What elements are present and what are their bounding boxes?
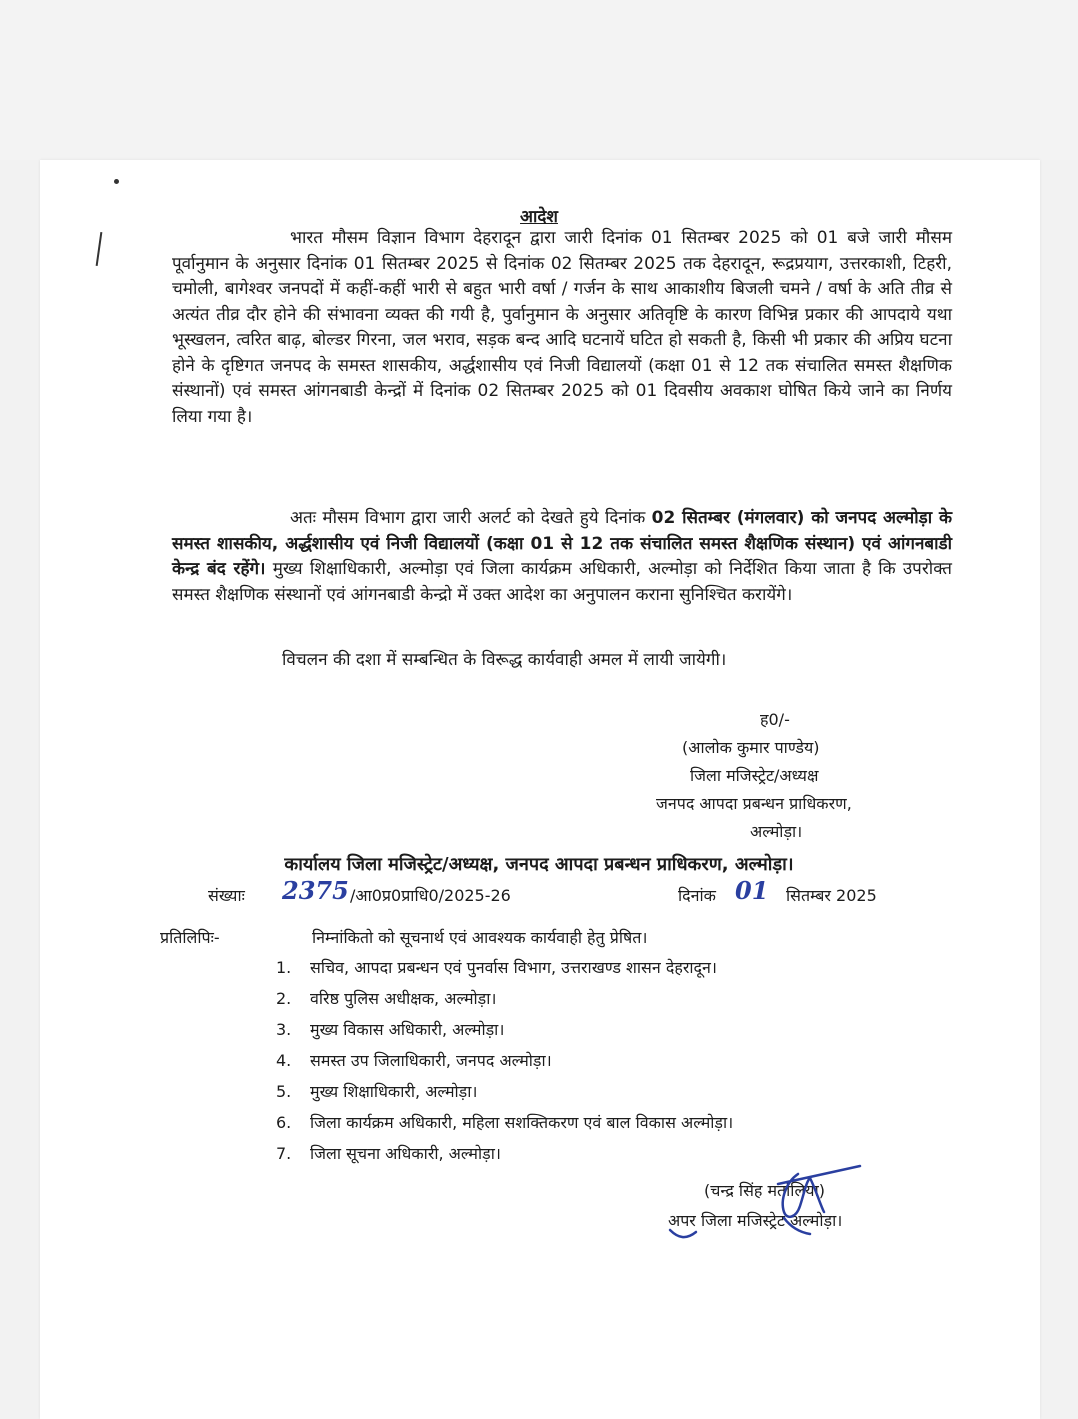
handwritten-date: 01: [735, 876, 769, 905]
list-item-text: जिला कार्यक्रम अधिकारी, महिला सशक्तिकरण एवं बाल विकास अल्मोड़ा।: [310, 1113, 734, 1132]
order-paragraph-2-start: अतः मौसम विभाग द्वारा जारी अलर्ट को देखते हुये दिनांक: [290, 508, 652, 528]
order-paragraph-2-bold: 02 सितम्बर (मंगलवार) को जनपद अल्मोड़ा के समस्त शासकीय, अर्द्धशासीय एवं निजी विद्यालयों (कक्षा 01 से 12 तक संचालित समस्त शैक्षणिक संस्थान) एवं आंगनबाडी केन्द्र बंद रहेंगे।: [172, 508, 952, 579]
order-paragraph-3-text: विचलन की दशा में सम्बन्धित के विरूद्ध कार्यवाही अमल में लायी जायेगी।: [282, 650, 727, 670]
copy-list: [276, 952, 936, 1169]
number-label: संख्याः: [208, 886, 245, 905]
list-item-text: समस्त उप जिलाधिकारी, जनपद अल्मोड़ा।: [310, 1051, 552, 1070]
signed-mark: ह0/-: [760, 710, 790, 729]
list-item-text: वरिष्ठ पुलिस अधीक्षक, अल्मोड़ा।: [310, 989, 497, 1008]
signatory-place: अल्मोड़ा।: [750, 822, 803, 841]
list-item: [276, 952, 936, 983]
copy-intro: निम्नांकितो को सूचनार्थ एवं आवश्यक कार्यवाही हेतु प्रेषित।: [312, 928, 648, 947]
order-paragraph-2: [172, 506, 952, 608]
order-paragraph-2-end: मुख्य शिक्षाधिकारी, अल्मोड़ा एवं जिला कार्यक्रम अधिकारी, अल्मोड़ा को निर्देशित किया जाता है कि उपरोक्त समस्त शैक्षणिक संस्थानों एवं आंगनबाडी केन्द्रो में उक्त आदेश का अनुपालन कराना सुनिश्चित करायेंगे।: [172, 559, 952, 605]
signatory-2-name: (चन्द्र सिंह मर्तोलिया): [704, 1181, 825, 1200]
list-item-number: 1.: [276, 958, 292, 977]
signatory-name: (आलोक कुमार पाण्डेय): [682, 738, 820, 757]
signatory-designation: जिला मजिस्ट्रेट/अध्यक्ष: [690, 766, 819, 785]
list-item: [276, 1045, 936, 1076]
order-paragraph-1: [172, 226, 952, 430]
list-item-text: सचिव, आपदा प्रबन्धन एवं पुनर्वास विभाग, उत्तराखण्ड शासन देहरादून।: [310, 958, 717, 977]
ink-dot: [114, 179, 119, 184]
copy-label: प्रतिलिपिः-: [160, 928, 220, 947]
order-title: आदेश: [520, 207, 558, 227]
number-suffix: /आ0प्र0प्राधि0/2025-26: [350, 886, 511, 905]
list-item-number: 3.: [276, 1020, 292, 1039]
list-item: [276, 983, 936, 1014]
top-band: [0, 0, 1078, 160]
signatory-block: [600, 706, 960, 846]
list-item: [276, 1076, 936, 1107]
list-item-number: 5.: [276, 1082, 292, 1101]
office-heading: कार्यालय जिला मजिस्ट्रेट/अध्यक्ष, जनपद आपदा प्रबन्धन प्राधिकरण, अल्मोड़ा।: [284, 854, 794, 875]
signatory-2-designation: अपर जिला मजिस्ट्रेट अल्मोड़ा।: [668, 1211, 843, 1230]
handwritten-number: 2375: [282, 876, 349, 905]
reference-row: [208, 876, 908, 908]
list-item-number: 7.: [276, 1144, 292, 1163]
order-paragraph-1-text: भारत मौसम विज्ञान विभाग देहरादून द्वारा जारी दिनांक 01 सितम्बर 2025 को 01 बजे जारी मौसम पूर्वानुमान के अनुसार दिनांक 01 सितम्बर 2025 से दिनांक 02 सितम्बर 2025 तक देहरादून, रूद्रप्रयाग, उत्तरकाशी, टिहरी, चमोली, बागेश्वर जनपदों में कहीं-कहीं भारी से बहुत भारी वर्षा / गर्जन के साथ आकाशीय बिजली चमने / वर्षा के अति तीव्र से अत्यंत तीव्र दौर होने की संभावना व्यक्त की गयी है, पुर्वानुमान के अनुसार अतिवृष्टि के कारण विभिन्न प्रकार की आपदाये यथा भूस्खलन, त्वरित बाढ़, बोल्डर गिरना, जल भराव, सड़क बन्द आदि घटनायें घटित हो सकती है, किसी भी प्रकार की अप्रिय घटना होने के दृष्टिगत जनपद के समस्त शासकीय, अर्द्धशासीय एवं निजी विद्यालयों (कक्षा 01 से 12 तक संचालित समस्त शैक्षणिक संस्थानों) एवं समस्त आंगनबाडी केन्द्रों में दिनांक 02 सितम्बर 2025 को 01 दिवसीय अवकाश घोषित किये जाने का निर्णय लिया गया है।: [172, 228, 952, 427]
signatory-authority: जनपद आपदा प्रबन्धन प्राधिकरण,: [656, 794, 852, 813]
list-item-text: मुख्य शिक्षाधिकारी, अल्मोड़ा।: [310, 1082, 478, 1101]
list-item: [276, 1107, 936, 1138]
list-item: [276, 1014, 936, 1045]
list-item-text: जिला सूचना अधिकारी, अल्मोड़ा।: [310, 1144, 501, 1163]
order-paragraph-3: [172, 648, 952, 674]
date-label: दिनांक: [678, 886, 716, 905]
list-item-text: मुख्य विकास अधिकारी, अल्मोड़ा।: [310, 1020, 505, 1039]
list-item-number: 6.: [276, 1113, 292, 1132]
list-item-number: 2.: [276, 989, 292, 1008]
list-item-number: 4.: [276, 1051, 292, 1070]
handwritten-signature: [660, 1160, 880, 1250]
date-month-year: सितम्बर 2025: [786, 886, 877, 905]
